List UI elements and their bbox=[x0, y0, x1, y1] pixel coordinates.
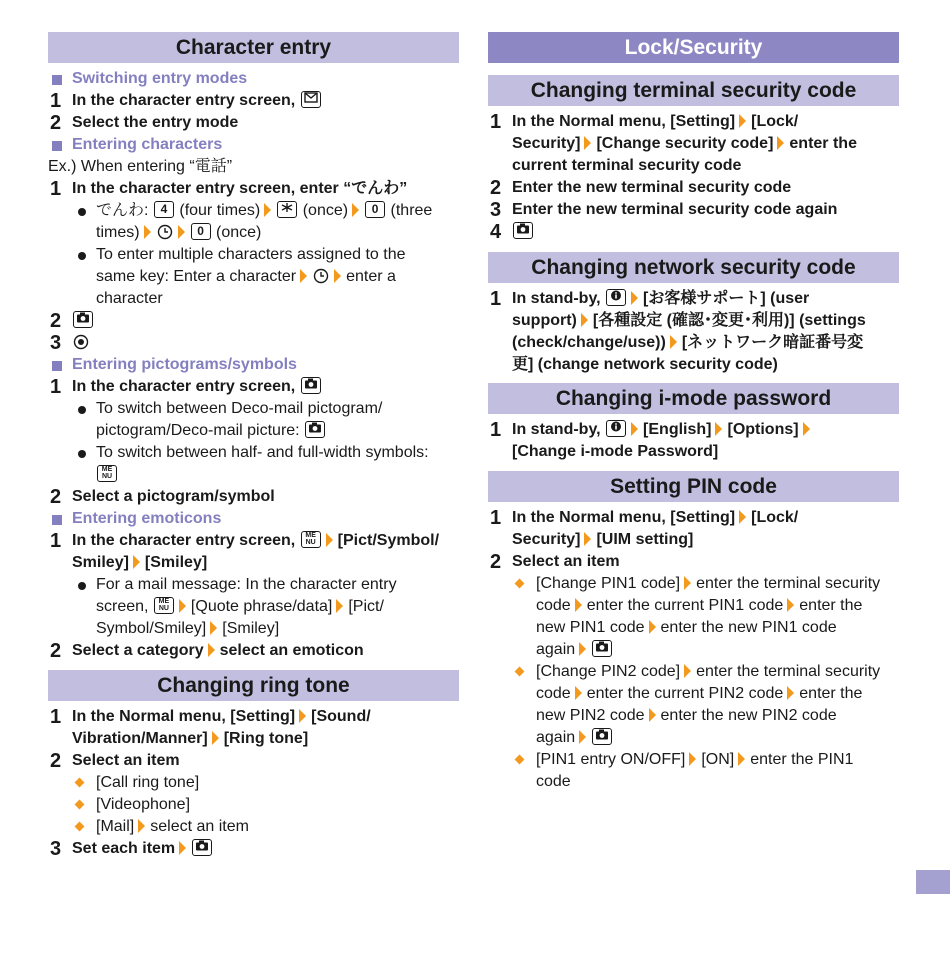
step-3-terminal: 3 Enter the new terminal security code again bbox=[490, 199, 838, 221]
step-1-terminal-cont: Security] [Change security code] enter the bbox=[512, 135, 857, 152]
step-1-ring-cont: Vibration/Manner] [Ring tone] bbox=[72, 730, 309, 747]
option-pin1-entry-cont: code bbox=[536, 773, 571, 790]
bullet-dot bbox=[78, 582, 86, 590]
arrow-icon bbox=[689, 752, 696, 766]
step-2-switch: 2 Select the entry mode bbox=[50, 112, 239, 134]
bullet-mail-message: For a mail message: In the character entry bbox=[48, 574, 459, 596]
step-1-ring: 1 In the Normal menu, [Setting] [Sound/ bbox=[50, 706, 371, 728]
bullet-dot bbox=[78, 450, 86, 458]
nav-key-icon bbox=[313, 268, 329, 284]
diamond-bullet-icon bbox=[75, 822, 85, 832]
bullet-denwa-keys: でんわ: 4 (four times) (once) 0 (three bbox=[48, 200, 459, 222]
i-mode-key-icon bbox=[606, 420, 626, 437]
step-1-emoticon: 1 In the character entry screen, ME NU [Pict/Symbol/ bbox=[50, 530, 440, 552]
arrow-icon bbox=[179, 599, 186, 613]
arrow-icon bbox=[336, 599, 343, 613]
arrow-icon bbox=[179, 841, 186, 855]
step-number: 1 bbox=[490, 419, 502, 441]
camera-key-icon bbox=[73, 311, 93, 328]
arrow-icon bbox=[584, 136, 591, 150]
section-header-lock-security: Lock/Security bbox=[488, 32, 899, 63]
arrow-icon bbox=[631, 291, 638, 305]
arrow-icon bbox=[208, 643, 215, 657]
camera-key-icon bbox=[305, 421, 325, 438]
option-change-pin1: [Change PIN1 code] enter the terminal security bbox=[488, 573, 899, 595]
step-number: 2 bbox=[50, 640, 62, 662]
option-change-pin1-cont: code enter the current PIN1 code enter the bbox=[536, 597, 863, 614]
arrow-icon bbox=[787, 598, 794, 612]
nav-key-icon bbox=[157, 224, 173, 240]
right-column bbox=[488, 32, 899, 793]
step-1-network: 1 In stand-by, [お客様サポート] (user bbox=[490, 288, 810, 310]
step-number: 3 bbox=[50, 838, 62, 860]
camera-key-icon bbox=[301, 377, 321, 394]
step-number: 1 bbox=[50, 376, 62, 398]
arrow-icon bbox=[684, 664, 691, 678]
example-text: Ex.) When entering “電話” bbox=[48, 158, 233, 175]
arrow-icon bbox=[787, 686, 794, 700]
step-1-pin-cont: Security] [UIM setting] bbox=[512, 531, 694, 548]
arrow-icon bbox=[212, 731, 219, 745]
arrow-icon bbox=[584, 532, 591, 546]
option-call-ring-tone: [Call ring tone] bbox=[48, 772, 459, 794]
subheading-entering-emoticons: Entering emoticons bbox=[48, 508, 459, 530]
step-number: 3 bbox=[490, 199, 502, 221]
step-2-ring: 2 Select an item bbox=[50, 750, 180, 772]
subheading-entering-pictograms: Entering pictograms/symbols bbox=[48, 354, 459, 376]
key-4-icon: 4 bbox=[154, 201, 174, 218]
menu-key-icon: ME NU bbox=[97, 465, 117, 482]
bullet-half-full-width: To switch between half- and full-width symbols: bbox=[48, 442, 459, 464]
step-4-terminal bbox=[488, 221, 899, 243]
step-number: 2 bbox=[50, 310, 62, 332]
mail-key-icon bbox=[301, 91, 321, 108]
option-change-pin2-cont: code enter the current PIN2 code enter the bbox=[536, 685, 863, 702]
step-number: 1 bbox=[50, 530, 62, 552]
diamond-bullet-icon bbox=[75, 800, 85, 810]
arrow-icon bbox=[579, 642, 586, 656]
step-2-terminal: 2 Enter the new terminal security code bbox=[490, 177, 792, 199]
step-2-enter bbox=[48, 310, 459, 332]
camera-key-icon bbox=[192, 839, 212, 856]
option-videophone: [Videophone] bbox=[48, 794, 459, 816]
arrow-icon bbox=[684, 576, 691, 590]
step-2-picto: 2 Select a pictogram/symbol bbox=[50, 486, 275, 508]
step-3-ring: 3 Set each item bbox=[48, 838, 459, 860]
option-change-pin1-cont2: new PIN1 code enter the new PIN1 code bbox=[536, 619, 837, 636]
arrow-icon bbox=[777, 136, 784, 150]
step-1-enter: 1 In the character entry screen, enter “でんわ” bbox=[50, 178, 408, 200]
step-1-terminal: 1 In the Normal menu, [Setting] [Lock/ bbox=[490, 111, 799, 133]
step-number: 1 bbox=[50, 178, 62, 200]
section-header-pin-code: Setting PIN code bbox=[488, 471, 899, 502]
step-number: 2 bbox=[50, 486, 62, 508]
arrow-icon bbox=[144, 225, 151, 239]
step-1-pin: 1 In the Normal menu, [Setting] [Lock/ bbox=[490, 507, 799, 529]
bullet-dot bbox=[78, 406, 86, 414]
arrow-icon bbox=[631, 422, 638, 436]
asterisk-key-icon bbox=[277, 201, 297, 218]
option-mail: [Mail] select an item bbox=[48, 816, 459, 838]
arrow-icon bbox=[739, 114, 746, 128]
step-number: 3 bbox=[50, 332, 62, 354]
arrow-icon bbox=[575, 598, 582, 612]
arrow-icon bbox=[264, 203, 271, 217]
section-header-terminal-security: Changing terminal security code bbox=[488, 75, 899, 106]
step-1-network-cont: support) [各種設定 (確認･変更･利用)] (settings bbox=[512, 312, 866, 329]
arrow-icon bbox=[352, 203, 359, 217]
step-number: 1 bbox=[490, 288, 502, 310]
arrow-icon bbox=[334, 269, 341, 283]
step-2-emoticon: 2 Select a category select an emoticon bbox=[50, 640, 364, 662]
bullet-multiple-chars-cont: same key: Enter a character enter a bbox=[96, 268, 396, 285]
section-header-imode-password: Changing i-mode password bbox=[488, 383, 899, 414]
section-header-network-security: Changing network security code bbox=[488, 252, 899, 283]
bullet-multiple-chars-end: character bbox=[96, 290, 163, 307]
step-1-emoticon-cont: Smiley] [Smiley] bbox=[72, 554, 208, 571]
step-1-imode-cont: [Change i-mode Password] bbox=[512, 443, 719, 460]
step-number: 1 bbox=[490, 111, 502, 133]
step-number: 1 bbox=[50, 706, 62, 728]
arrow-icon bbox=[299, 709, 306, 723]
arrow-icon bbox=[715, 422, 722, 436]
step-1-imode: 1 In stand-by, [English] [Options] bbox=[488, 419, 899, 441]
diamond-bullet-icon bbox=[515, 579, 525, 589]
step-3-enter bbox=[48, 332, 459, 354]
step-number: 2 bbox=[50, 750, 62, 772]
option-change-pin1-end: again bbox=[488, 639, 899, 661]
arrow-icon bbox=[739, 510, 746, 524]
arrow-icon bbox=[133, 555, 140, 569]
step-number: 2 bbox=[50, 112, 62, 134]
page-tab-marker bbox=[916, 870, 950, 894]
diamond-bullet-icon bbox=[515, 667, 525, 677]
bullet-deco-mail: To switch between Deco-mail pictogram/ bbox=[48, 398, 459, 420]
subheading-switching-entry-modes: Switching entry modes bbox=[48, 68, 459, 90]
step-number: 2 bbox=[490, 177, 502, 199]
subheading-entering-characters: Entering characters bbox=[48, 134, 459, 156]
step-1-picto: 1 In the character entry screen, bbox=[48, 376, 459, 398]
arrow-icon bbox=[300, 269, 307, 283]
step-number: 2 bbox=[490, 551, 502, 573]
arrow-icon bbox=[649, 708, 656, 722]
center-key-icon bbox=[73, 334, 89, 350]
menu-key-icon: ME NU bbox=[301, 531, 321, 548]
section-header-ring-tone: Changing ring tone bbox=[48, 670, 459, 701]
arrow-icon bbox=[803, 422, 810, 436]
bullet-multiple-chars: To enter multiple characters assigned to the bbox=[48, 244, 459, 266]
bullet-mail-message-end: Symbol/Smiley] [Smiley] bbox=[96, 620, 280, 637]
step-number: 4 bbox=[490, 221, 502, 243]
arrow-icon bbox=[575, 686, 582, 700]
left-column bbox=[48, 32, 459, 860]
option-change-pin2-end: again bbox=[488, 727, 899, 749]
diamond-bullet-icon bbox=[515, 755, 525, 765]
arrow-icon bbox=[581, 313, 588, 327]
arrow-icon bbox=[326, 533, 333, 547]
bullet-deco-mail-cont: pictogram/Deco-mail picture: bbox=[48, 420, 459, 442]
bullet-dot bbox=[78, 252, 86, 260]
step-1-terminal-end: current terminal security code bbox=[512, 157, 742, 174]
camera-key-icon bbox=[592, 728, 612, 745]
camera-key-icon bbox=[513, 222, 533, 239]
arrow-icon bbox=[670, 335, 677, 349]
key-0-icon: 0 bbox=[365, 201, 385, 218]
option-change-pin2: [Change PIN2 code] enter the terminal security bbox=[488, 661, 899, 683]
i-mode-key-icon bbox=[606, 289, 626, 306]
arrow-icon bbox=[210, 621, 217, 635]
option-change-pin2-cont2: new PIN2 code enter the new PIN2 code bbox=[536, 707, 837, 724]
arrow-icon bbox=[579, 730, 586, 744]
step-1-switch: 1 In the character entry screen, bbox=[48, 90, 459, 112]
step-number: 1 bbox=[50, 90, 62, 112]
bullet-half-full-width-cont bbox=[48, 464, 459, 486]
arrow-icon bbox=[738, 752, 745, 766]
key-0-icon: 0 bbox=[191, 223, 211, 240]
camera-key-icon bbox=[592, 640, 612, 657]
bullet-mail-message-cont: screen, ME NU [Quote phrase/data] [Pict/ bbox=[96, 598, 384, 615]
diamond-bullet-icon bbox=[75, 778, 85, 788]
bullet-denwa-keys-cont: times) 0 (once) bbox=[96, 224, 262, 241]
step-1-network-cont2: (check/change/use)) [ネットワーク暗証番号変 bbox=[512, 334, 864, 351]
menu-key-icon: ME NU bbox=[154, 597, 174, 614]
step-number: 1 bbox=[490, 507, 502, 529]
option-pin1-entry: [PIN1 entry ON/OFF] [ON] enter the PIN1 bbox=[488, 749, 899, 771]
step-2-pin: 2 Select an item bbox=[490, 551, 620, 573]
arrow-icon bbox=[649, 620, 656, 634]
arrow-icon bbox=[138, 819, 145, 833]
section-header-character-entry: Character entry bbox=[48, 32, 459, 63]
arrow-icon bbox=[178, 225, 185, 239]
bullet-dot bbox=[78, 208, 86, 216]
step-1-network-end: 更] (change network security code) bbox=[512, 356, 778, 373]
